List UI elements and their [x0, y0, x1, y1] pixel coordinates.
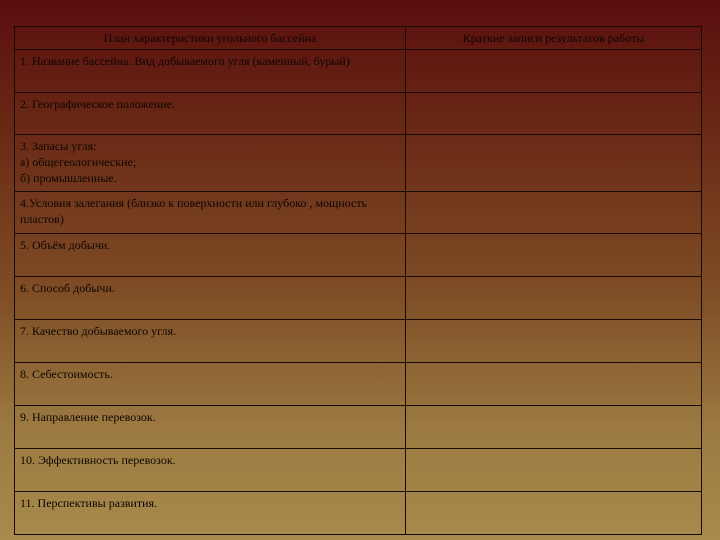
plan-text: 2. Географическое положение.: [20, 97, 176, 111]
plan-cell: [15, 320, 406, 363]
table-row: [15, 449, 702, 492]
table-row: [15, 135, 702, 192]
notes-cell: [406, 50, 702, 93]
notes-cell: [406, 320, 702, 363]
table-row: [15, 320, 702, 363]
table-row: [15, 234, 702, 277]
table-row: [15, 50, 702, 93]
notes-cell: [406, 363, 702, 406]
plan-text: 6. Способ добычи.: [20, 281, 115, 295]
plan-text: 11. Перспективы развития.: [20, 496, 158, 510]
plan-text: 5. Объём добычи.: [20, 238, 111, 252]
header-notes: Краткие записи результатов работы: [406, 27, 702, 50]
table-row: [15, 93, 702, 135]
plan-text: 9. Направление перевозок.: [20, 410, 156, 424]
notes-cell: [406, 234, 702, 277]
plan-cell: [15, 492, 406, 535]
plan-cell: [15, 363, 406, 406]
table-row: [15, 192, 702, 234]
table-row: [15, 363, 702, 406]
plan-cell: [15, 234, 406, 277]
plan-cell: [15, 93, 406, 135]
notes-cell: [406, 449, 702, 492]
table-row: [15, 406, 702, 449]
table-row: [15, 277, 702, 320]
plan-text: 8. Себестоимость.: [20, 367, 113, 381]
plan-text: 10. Эффективность перевозок.: [20, 453, 176, 467]
coal-basin-plan-table: [14, 26, 702, 535]
plan-text: 4.Условия залегания (близко к поверхности или глубоко , мощность пластов): [20, 196, 368, 226]
table-row: [15, 492, 702, 535]
notes-cell: [406, 277, 702, 320]
plan-cell: [15, 449, 406, 492]
notes-cell: [406, 192, 702, 234]
plan-cell: [15, 192, 406, 234]
plan-cell: [15, 406, 406, 449]
table-header-row: [15, 27, 702, 50]
plan-text: 7. Качество добываемого угля.: [20, 324, 176, 338]
header-plan: План характеристики угольного бассейна: [15, 27, 406, 50]
notes-cell: [406, 406, 702, 449]
notes-cell: [406, 93, 702, 135]
notes-cell: [406, 492, 702, 535]
notes-cell: [406, 135, 702, 192]
plan-cell: [15, 135, 406, 192]
plan-cell: [15, 277, 406, 320]
plan-text: 3. Запасы угля: а) общегеологические; б) промышленные.: [20, 139, 137, 185]
plan-cell: [15, 50, 406, 93]
plan-text: 1. Название бассейна. Вид добываемого угля (каменный, бурый): [20, 54, 350, 68]
